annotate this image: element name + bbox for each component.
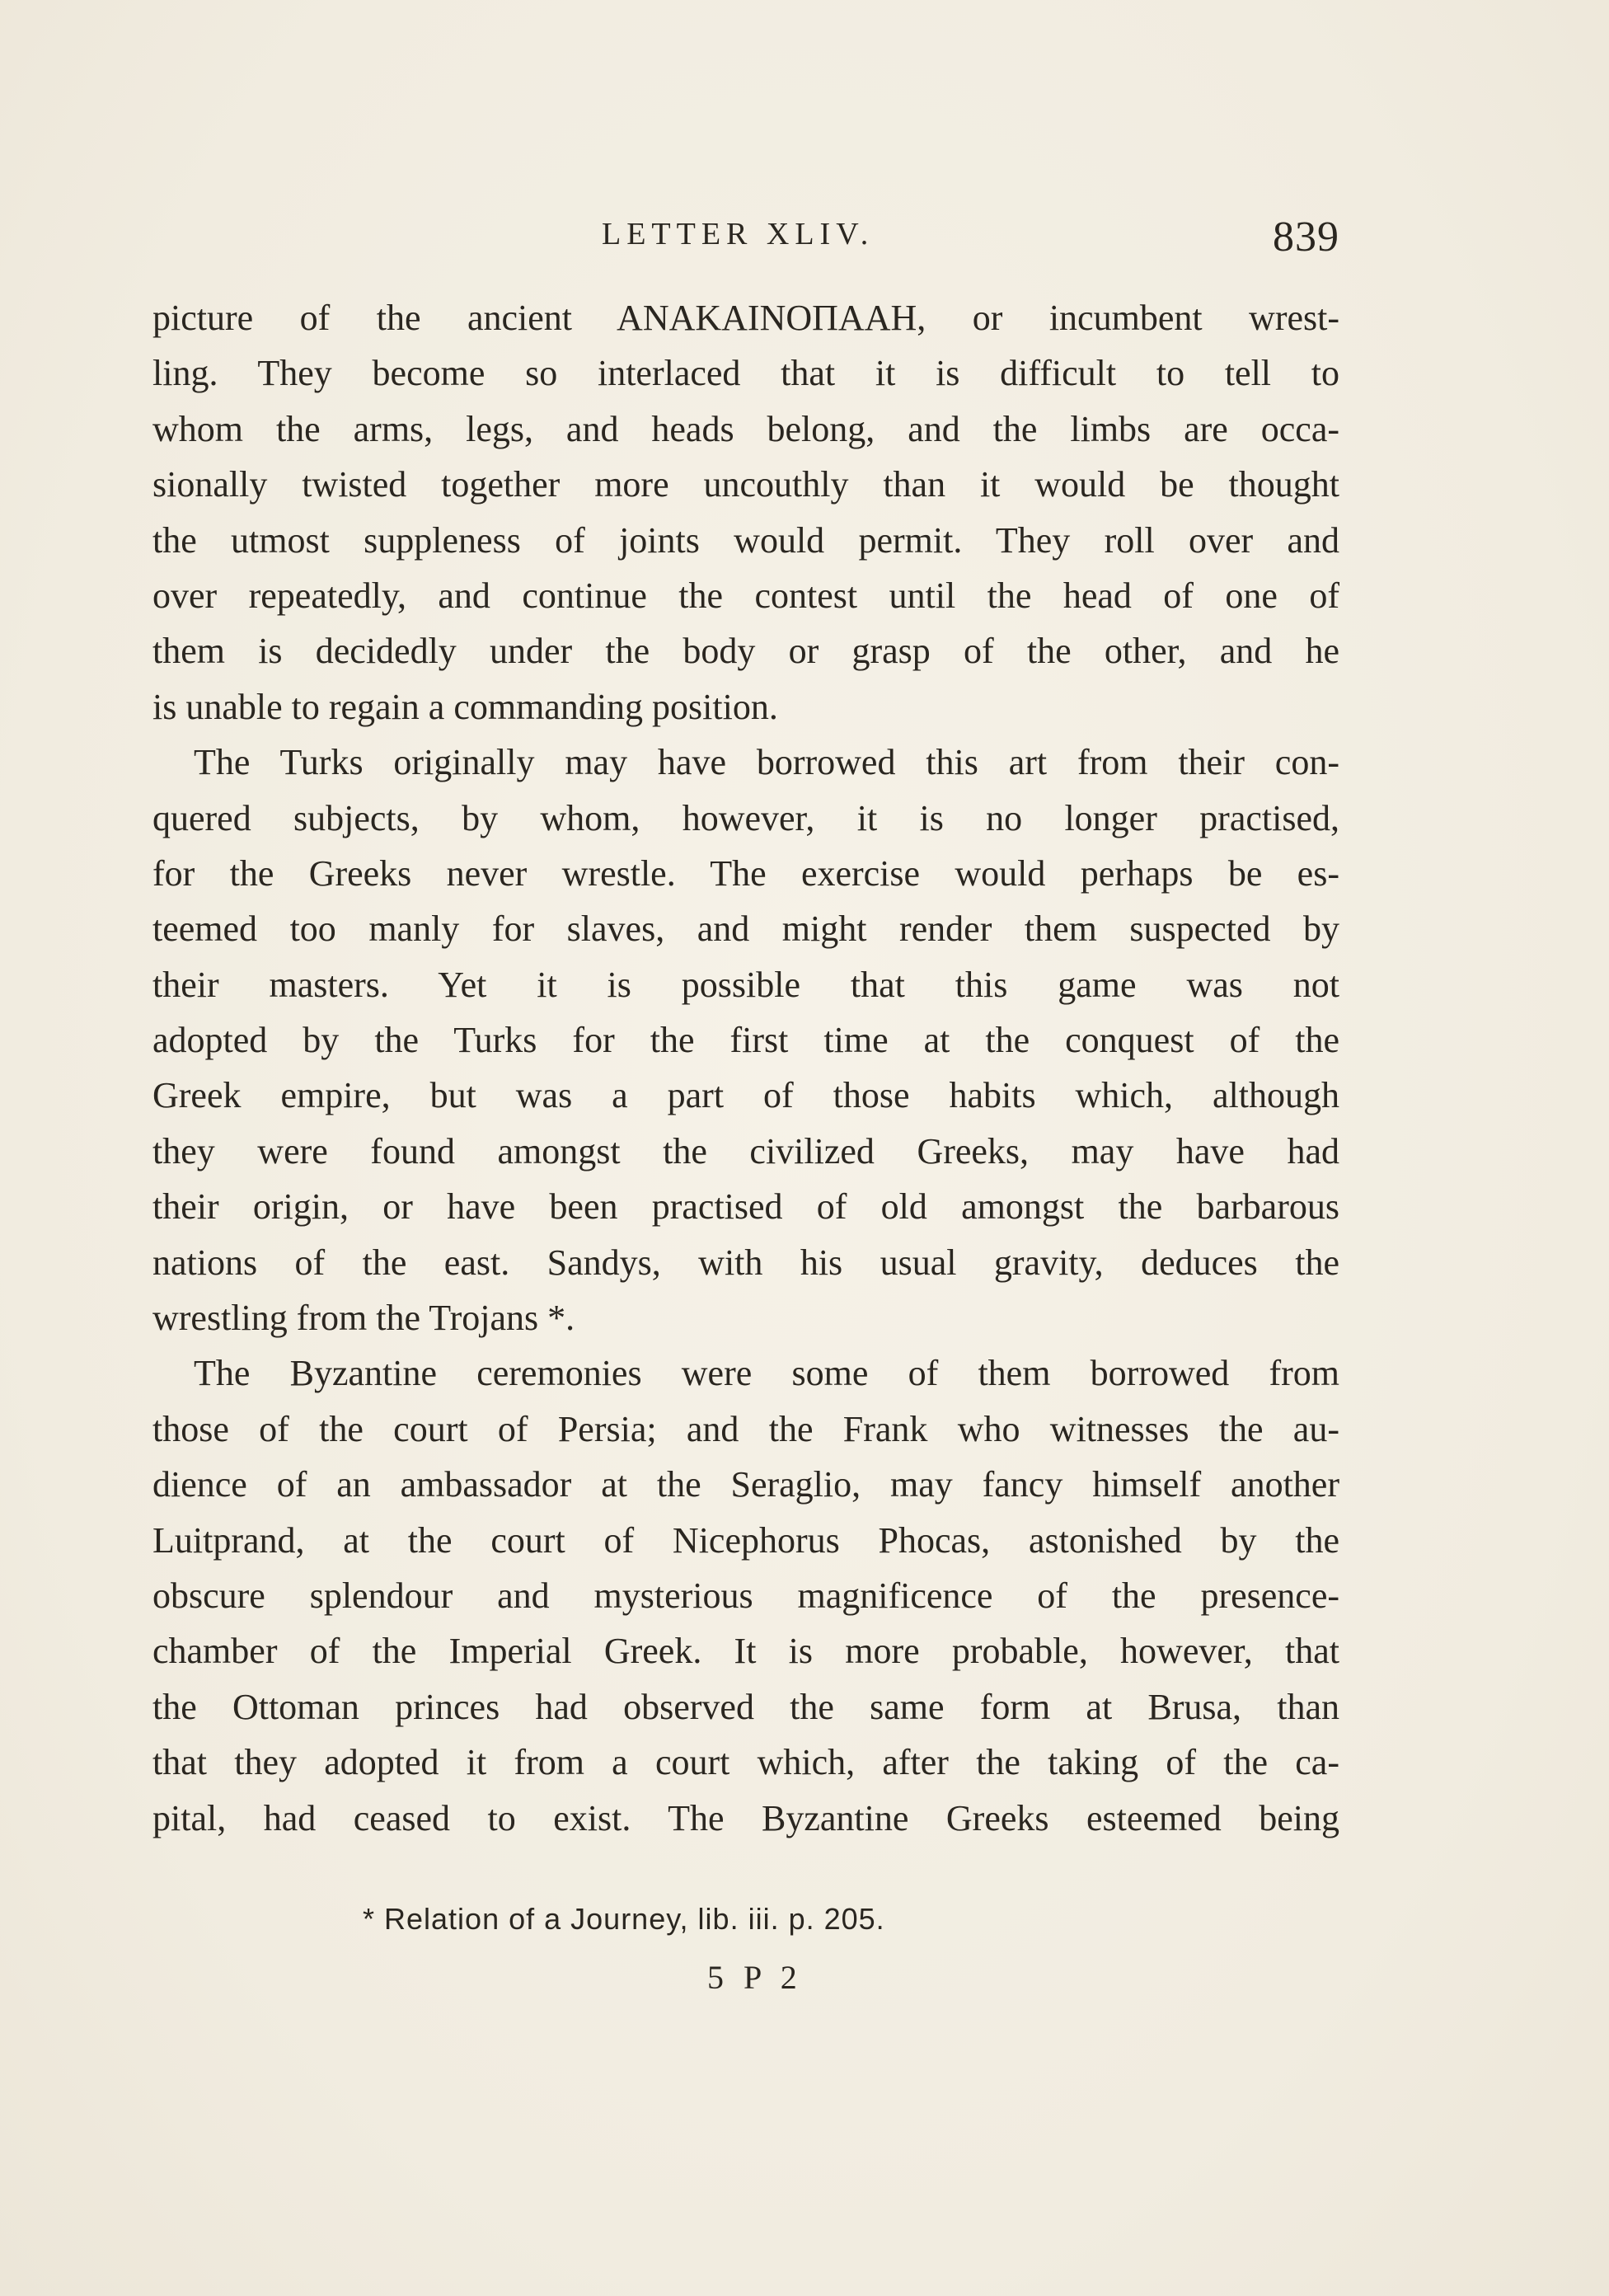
- page-header: [152, 213, 1339, 262]
- text-line: those of the court of Persia; and the Frank who witnesses the au-: [152, 1408, 1339, 1449]
- text-line: the utmost suppleness of joints would permit. They roll over and: [152, 519, 1339, 561]
- text-line: they were found amongst the civilized Greeks, may have had: [152, 1130, 1339, 1171]
- text-line: their masters. Yet it is possible that this game was not: [152, 964, 1339, 1005]
- text-line: Luitprand, at the court of Nicephorus Phocas, astonished by the: [152, 1519, 1339, 1561]
- page-number: 839: [1273, 214, 1339, 261]
- text-line: picture of the ancient ANAKAINOΠAAH, or incumbent wrest-: [152, 298, 1339, 338]
- signature-mark: 5 P 2: [707, 1959, 803, 1996]
- text-line: their origin, or have been practised of old amongst the barbarous: [152, 1186, 1339, 1228]
- text-line: sionally twisted together more uncouthly than it would be thought: [152, 464, 1339, 505]
- text-line: obscure splendour and mysterious magnificence of the presence-: [152, 1575, 1339, 1616]
- text-line: Greek empire, but was a part of those habits which, although: [152, 1075, 1339, 1116]
- text-line: nations of the east. Sandys, with his usual gravity, deduces the: [152, 1242, 1339, 1283]
- running-head: LETTER XLIV.: [602, 217, 875, 251]
- text-line: The Turks originally may have borrowed this art from their con-: [194, 742, 1339, 783]
- text-line: that they adopted it from a court which, after the taking of the ca-: [152, 1742, 1339, 1783]
- text-line: The Byzantine ceremonies were some of them borrowed from: [194, 1353, 1339, 1394]
- text-line: whom the arms, legs, and heads belong, and the limbs are occa-: [152, 408, 1339, 449]
- text-line: pital, had ceased to exist. The Byzantine Greeks esteemed being: [152, 1797, 1339, 1838]
- text-line: teemed too manly for slaves, and might render them suspected by: [152, 909, 1339, 950]
- text-line: wrestling from the Trojans *.: [152, 1298, 575, 1339]
- text-line: ling. They become so interlaced that it is difficult to tell to: [152, 353, 1339, 394]
- text-line: over repeatedly, and continue the contest until the head of one of: [152, 575, 1339, 616]
- footnote: * Relation of a Journey, lib. iii. p. 205.: [363, 1902, 885, 1936]
- text-line: is unable to regain a commanding position.: [152, 686, 778, 727]
- text-line: them is decidedly under the body or grasp of the other, and he: [152, 631, 1339, 672]
- text-line: the Ottoman princes had observed the same form at Brusa, than: [152, 1686, 1339, 1727]
- body-text: [152, 290, 1339, 1846]
- text-line: dience of an ambassador at the Seraglio, may fancy himself another: [152, 1464, 1339, 1505]
- text-line: quered subjects, by whom, however, it is no longer practised,: [152, 797, 1339, 838]
- text-line: chamber of the Imperial Greek. It is more probable, however, that: [152, 1631, 1339, 1672]
- text-line: adopted by the Turks for the first time at the conquest of the: [152, 1020, 1339, 1061]
- text-line: for the Greeks never wrestle. The exercise would perhaps be es-: [152, 852, 1339, 894]
